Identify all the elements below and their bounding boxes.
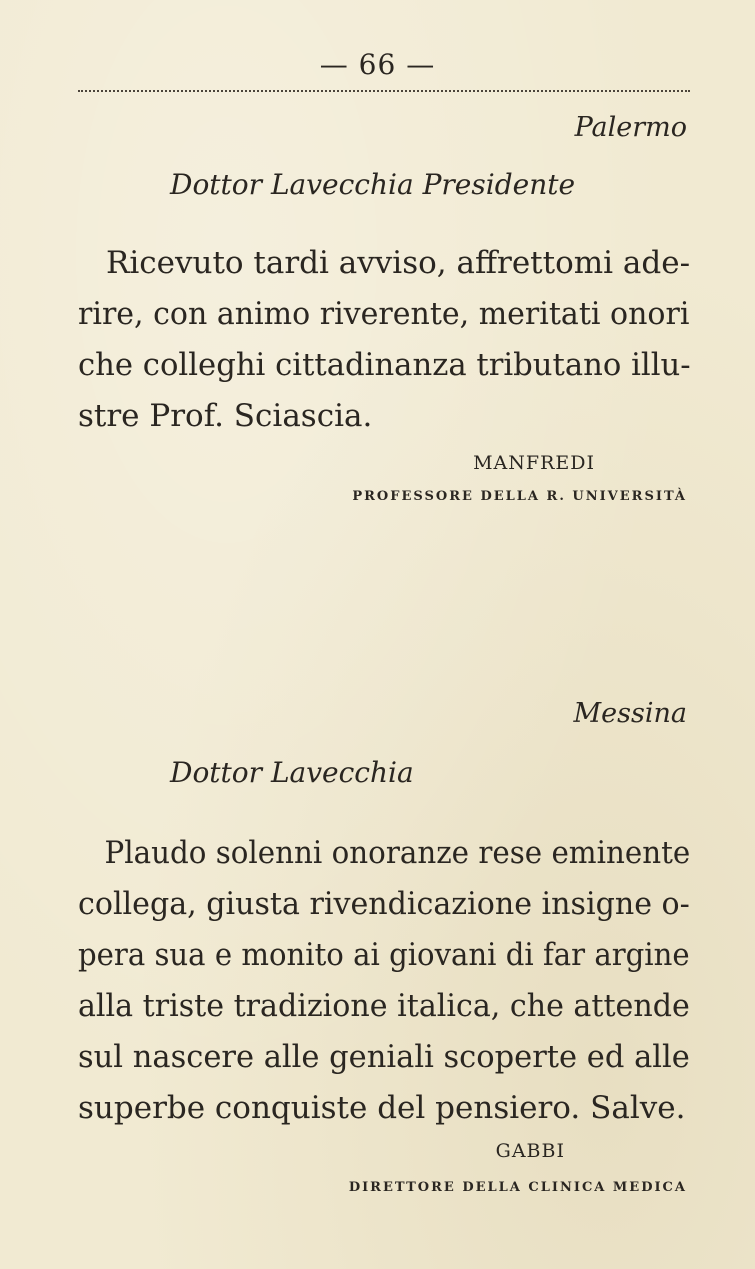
letter-2-addressee: Dottor Lavecchia xyxy=(170,756,414,789)
header-divider xyxy=(78,90,690,92)
letter-2-line-1: Plaudo solenni onoranze rese eminente xyxy=(104,835,691,871)
letter-1-signer-title: PROFESSORE DELLA R. UNIVERSITÀ xyxy=(352,489,687,504)
letter-1-place: Palermo xyxy=(574,112,687,143)
letter-2-body xyxy=(78,828,690,1134)
letter-2-signature: GABBI xyxy=(495,1140,565,1162)
page-number: — 66 — xyxy=(319,48,436,81)
letter-2-line-4: alla triste tradizione italica, che attende xyxy=(78,988,690,1024)
letter-2-line-3: pera sua e monito ai giovani di far argine xyxy=(78,937,690,973)
letter-1-signature: MANFREDI xyxy=(473,452,595,474)
letter-2-line-6: superbe conquiste del pensiero. Salve. xyxy=(78,1090,686,1126)
letter-1-body xyxy=(78,238,690,442)
letter-1-addressee: Dottor Lavecchia Presidente xyxy=(170,168,576,201)
letter-2-line-5: sul nascere alle geniali scoperte ed alle xyxy=(78,1039,690,1075)
letter-1-line-4: stre Prof. Sciascia. xyxy=(78,398,373,434)
letter-2-line-2: collega, giusta rivendicazione insigne o- xyxy=(78,886,690,922)
letter-1-line-1: Ricevuto tardi avviso, affrettomi ade- xyxy=(106,245,691,281)
letter-1-line-3: che colleghi cittadinanza tributano illu- xyxy=(78,347,691,383)
letter-1-line-2: rire, con animo riverente, meritati onori xyxy=(78,296,690,332)
letter-2-place: Messina xyxy=(573,698,687,729)
letter-2-signer-title: DIRETTORE DELLA CLINICA MEDICA xyxy=(348,1180,687,1195)
